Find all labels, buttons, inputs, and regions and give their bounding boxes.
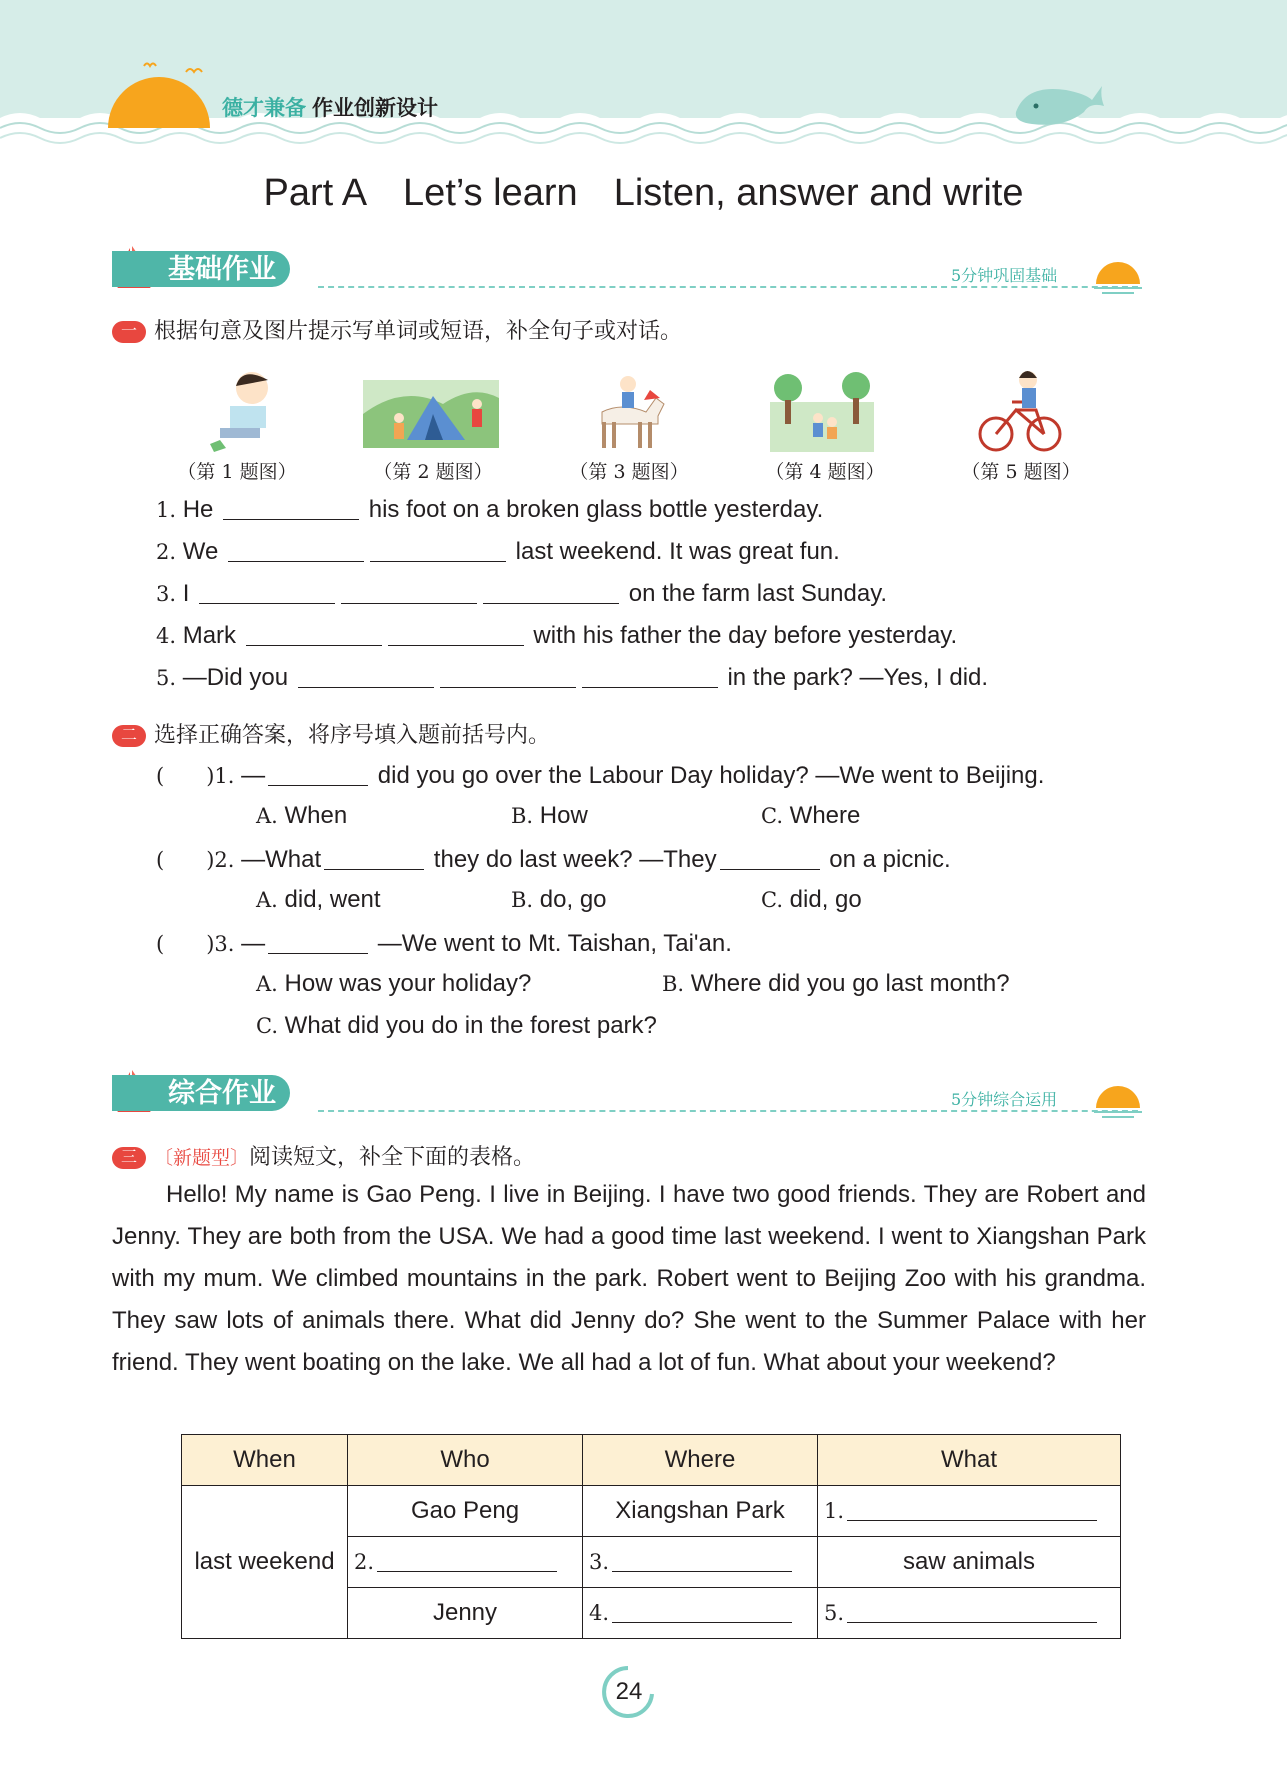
q2-3-option-a: A. How was your holiday? — [256, 970, 532, 997]
answer-blank[interactable] — [440, 667, 576, 688]
cell-what-3[interactable]: 5. — [818, 1588, 1121, 1639]
cell-who-2[interactable]: 2. — [348, 1537, 583, 1588]
q1-item-4: 4. Mark with his father the day before yesterday. — [156, 622, 958, 649]
answer-blank[interactable] — [324, 849, 424, 870]
header-who: Who — [348, 1435, 583, 1486]
cell-what-1[interactable]: 1. — [818, 1486, 1121, 1537]
q2-instruction: 选择正确答案，将序号填入题前括号内。 — [154, 722, 551, 747]
q2-item-1: ( )1. — did you go over the Labour Day holiday? —We went to Beijing. — [156, 762, 1045, 789]
q3-number: 三 — [112, 1147, 146, 1169]
caption-5: （第 5 题图） — [961, 461, 1081, 483]
q1-number: 一 — [112, 321, 146, 343]
cell-what-2: saw animals — [818, 1537, 1121, 1588]
sun-icon — [104, 58, 214, 128]
section-divider — [318, 286, 1138, 288]
q2-3-option-b: B. Where did you go last month? — [662, 970, 1010, 997]
page-title — [0, 172, 1287, 215]
title-topic: Listen, answer and write — [613, 172, 1024, 214]
whale-icon — [1010, 76, 1110, 132]
picture-boy-hurt — [200, 366, 280, 456]
title-part: Part A — [263, 172, 368, 214]
brand-left: 德才兼备 — [222, 97, 306, 120]
q2-1-option-b: B. How — [511, 802, 588, 829]
cell-who-3: Jenny — [348, 1588, 583, 1639]
q2-2-option-b: B. do, go — [511, 886, 607, 913]
answer-blank[interactable] — [268, 765, 368, 786]
q3-heading — [112, 1140, 535, 1171]
answer-blank[interactable] — [268, 933, 368, 954]
answer-blank[interactable] — [341, 583, 477, 604]
q1-heading — [112, 314, 682, 345]
picture-bike — [976, 366, 1064, 456]
cell-where-3[interactable]: 4. — [583, 1588, 818, 1639]
caption-2: （第 2 题图） — [373, 461, 493, 483]
q1-item-3: 3. I on the farm last Sunday. — [156, 580, 888, 607]
caption-1: （第 1 题图） — [177, 461, 297, 483]
answer-blank[interactable] — [199, 583, 335, 604]
q2-item-2: ( )2. —What they do last week? —They on a picnic. — [156, 846, 951, 873]
section-basic-label: 基础作业 — [112, 251, 290, 287]
answer-blank[interactable] — [228, 541, 364, 562]
q2-1-option-c: C. Where — [761, 802, 861, 829]
cell-where-2[interactable]: 3. — [583, 1537, 818, 1588]
q2-2-option-a: A. did, went — [256, 886, 381, 913]
answer-blank[interactable] — [582, 667, 718, 688]
summary-table — [181, 1434, 1121, 1639]
caption-3: （第 3 题图） — [569, 461, 689, 483]
caption-4: （第 4 题图） — [765, 461, 885, 483]
section-comprehensive-time: 5分钟综合运用 — [951, 1090, 1058, 1109]
q1-item-2: 2. We last weekend. It was great fun. — [156, 538, 840, 565]
section-comprehensive-label: 综合作业 — [112, 1075, 290, 1111]
picture-riding-horse — [584, 366, 674, 456]
cell-where-1: Xiangshan Park — [583, 1486, 818, 1537]
header-when: When — [182, 1435, 348, 1486]
q1-item-1: 1. He his foot on a broken glass bottle yesterday. — [156, 496, 824, 523]
q3-instruction: 阅读短文，补全下面的表格。 — [249, 1144, 536, 1169]
page-number: 24 — [615, 1678, 643, 1705]
answer-paren[interactable]: ( ) — [156, 764, 215, 788]
section-basic-time: 5分钟巩固基础 — [951, 266, 1058, 285]
sunset-icon — [1092, 1076, 1146, 1120]
picture-farm — [770, 372, 874, 452]
answer-blank[interactable] — [298, 667, 434, 688]
reading-passage: Hello! My name is Gao Peng. I live in Beijing. I have two good friends. They are Robert and Jenny. They are both from the USA. We had a good time last weekend. I went to Xiangshan Park with my mum. We climbed mountains in the park. Robert went to Beijing Zoo with his grandma. They saw lots of animals there. What did Jenny do? She went to the Summer Palace with her friend. They went boating on the lake. We all had a lot of fun. What about your weekend? — [112, 1181, 1146, 1376]
q2-3-option-c: C. What did you do in the forest park? — [256, 1012, 657, 1039]
q1-item-5: 5. —Did you in the park? —Yes, I did. — [156, 664, 989, 691]
answer-blank[interactable] — [388, 625, 524, 646]
answer-paren[interactable]: ( ) — [156, 848, 215, 872]
q2-2-option-c: C. did, go — [761, 886, 862, 913]
q2-number: 二 — [112, 725, 146, 747]
title-lesson: Let’s learn — [403, 172, 578, 214]
answer-blank[interactable] — [370, 541, 506, 562]
brand-title — [222, 92, 438, 122]
sunset-icon — [1092, 252, 1146, 296]
cell-when: last weekend — [182, 1486, 348, 1639]
q3-tag: 〔新题型〕 — [154, 1148, 250, 1169]
q2-heading — [112, 718, 550, 749]
answer-blank[interactable] — [223, 499, 359, 520]
q2-item-3: ( )3. — —We went to Mt. Taishan, Tai'an. — [156, 930, 732, 957]
picture-picnic-tent — [363, 374, 499, 448]
answer-blank[interactable] — [246, 625, 382, 646]
header-where: Where — [583, 1435, 818, 1486]
q2-1-option-a: A. When — [256, 802, 348, 829]
cell-who-1: Gao Peng — [348, 1486, 583, 1537]
q1-instruction: 根据句意及图片提示写单词或短语，补全句子或对话。 — [154, 318, 683, 343]
brand-right: 作业创新设计 — [312, 97, 438, 120]
header-what: What — [818, 1435, 1121, 1486]
answer-blank[interactable] — [720, 849, 820, 870]
section-divider — [318, 1110, 1138, 1112]
answer-paren[interactable]: ( ) — [156, 932, 215, 956]
answer-blank[interactable] — [483, 583, 619, 604]
